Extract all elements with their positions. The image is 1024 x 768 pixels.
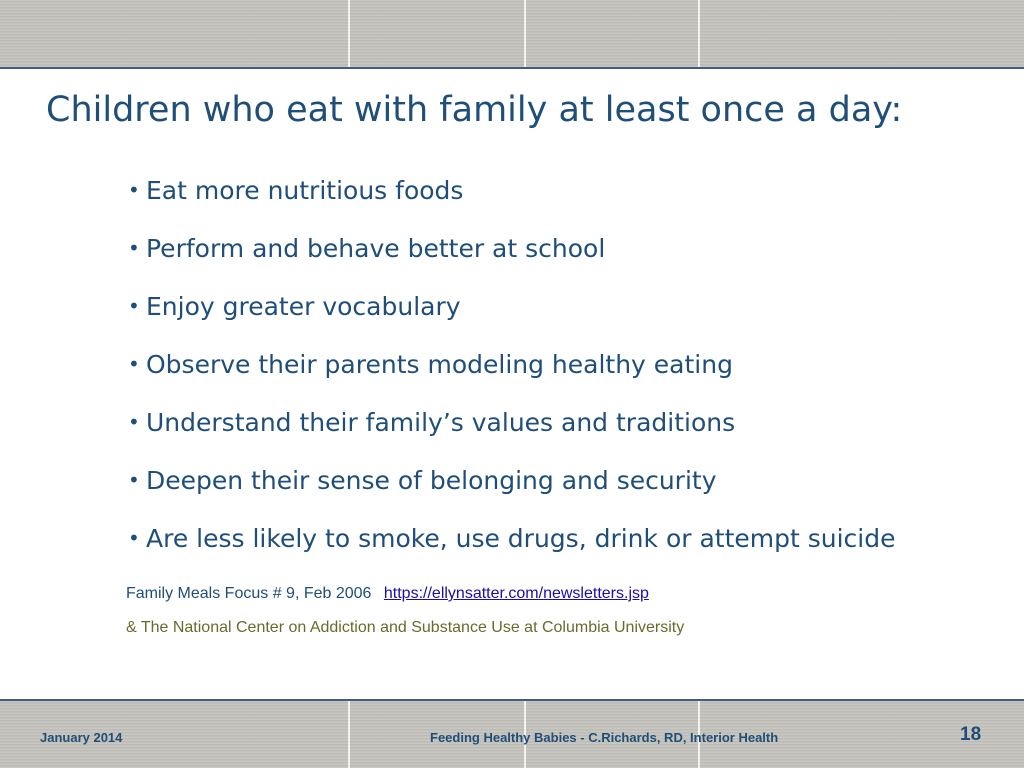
- bullet-item: • Deepen their sense of belonging and security: [128, 460, 896, 518]
- bullet-item: • Enjoy greater vocabulary: [128, 286, 896, 344]
- citation-link[interactable]: https://ellynsatter.com/newsletters.jsp: [383, 585, 649, 602]
- bottom-band-divider: [348, 701, 350, 768]
- citation-secondary: & The National Center on Addiction and Substance Use at Columbia University: [126, 619, 685, 636]
- citation-line: [126, 585, 649, 603]
- bullet-item: • Are less likely to smoke, use drugs, drink or attempt suicide: [128, 518, 896, 576]
- bullet-item: • Understand their family’s values and traditions: [128, 402, 896, 460]
- top-band-border: [0, 67, 1024, 69]
- footer-date: January 2014: [40, 730, 123, 745]
- top-band-divider: [698, 0, 700, 67]
- bullet-item: • Perform and behave better at school: [128, 228, 896, 286]
- slide-number: 18: [960, 724, 982, 745]
- top-band-divider: [348, 0, 350, 67]
- top-band-divider: [524, 0, 526, 67]
- citation-source: Family Meals Focus # 9, Feb 2006: [126, 585, 372, 602]
- bullet-list: [128, 170, 896, 576]
- bullet-item: • Eat more nutritious foods: [128, 170, 896, 228]
- footer-presentation-title: Feeding Healthy Babies - C.Richards, RD, Interior Health: [430, 730, 779, 745]
- slide-title: Children who eat with family at least once a day:: [46, 90, 903, 130]
- top-band: [0, 0, 1024, 67]
- bullet-item: • Observe their parents modeling healthy eating: [128, 344, 896, 402]
